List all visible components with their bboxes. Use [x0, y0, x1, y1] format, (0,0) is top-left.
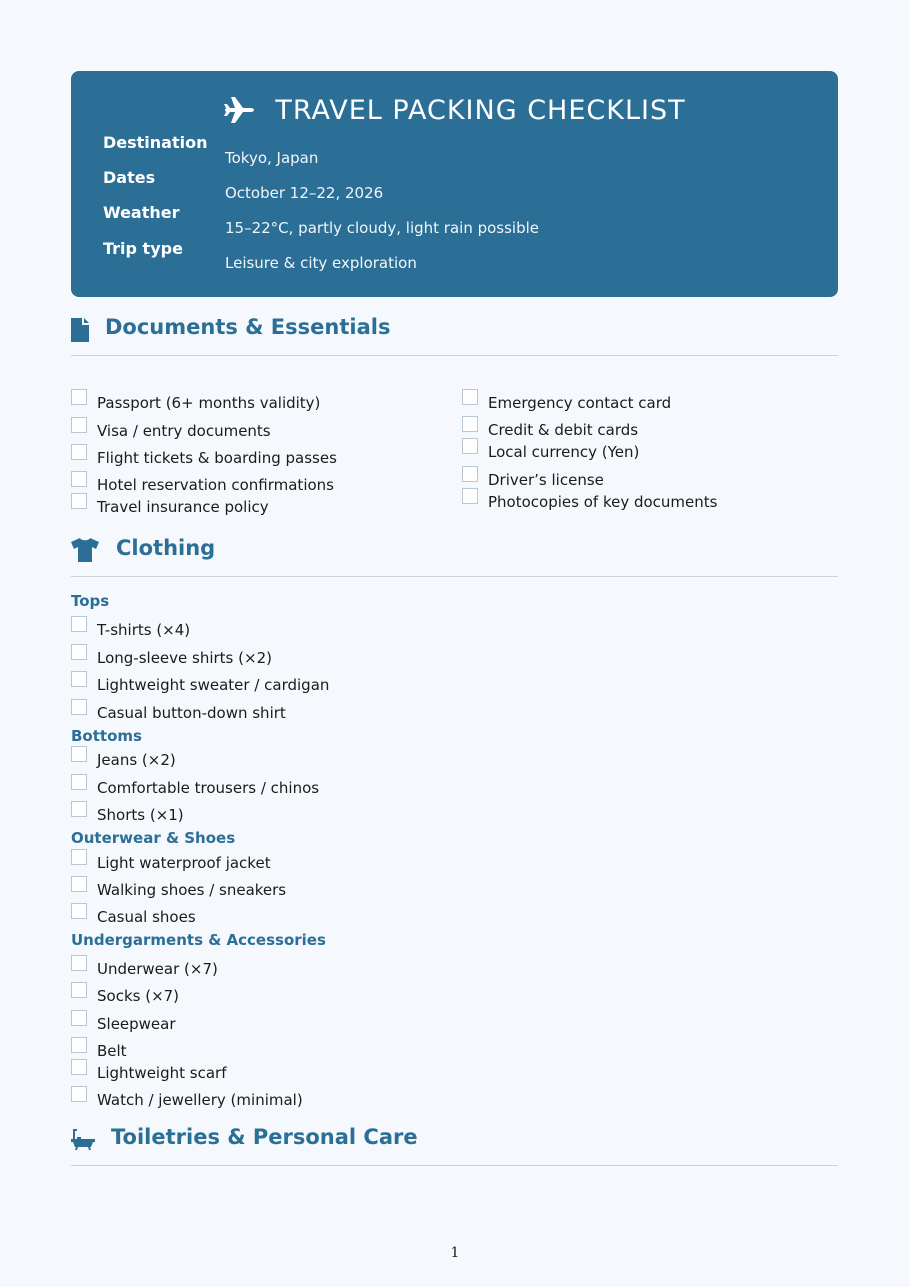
item-label: Flight tickets & boarding passes	[97, 449, 337, 467]
trip-type-value: Leisure & city exploration	[225, 254, 417, 272]
checkbox[interactable]	[462, 416, 478, 432]
checkbox[interactable]	[71, 616, 87, 632]
item-label: Comfortable trousers / chinos	[97, 779, 320, 797]
document-icon	[71, 318, 89, 342]
bathtub-icon	[71, 1127, 95, 1151]
item-label: Emergency contact card	[488, 394, 672, 412]
item-label: Driver’s license	[488, 471, 604, 489]
destination-value: Tokyo, Japan	[225, 149, 319, 167]
checkbox[interactable]	[71, 876, 87, 892]
checkbox[interactable]	[71, 801, 87, 817]
dates-value: October 12–22, 2026	[225, 184, 384, 202]
dates-label: Dates	[103, 168, 156, 187]
item-label: Credit & debit cards	[488, 421, 639, 439]
checkbox[interactable]	[71, 955, 87, 971]
checkbox[interactable]	[462, 389, 478, 405]
checkbox[interactable]	[71, 644, 87, 660]
checkbox[interactable]	[71, 699, 87, 715]
tshirt-icon	[71, 538, 99, 562]
item-label: Photocopies of key documents	[488, 493, 718, 511]
checkbox[interactable]	[462, 488, 478, 504]
title-row	[71, 93, 838, 127]
checkbox[interactable]	[71, 671, 87, 687]
trip-type-label: Trip type	[103, 239, 183, 258]
checkbox[interactable]	[71, 903, 87, 919]
section-title: Toiletries & Personal Care	[111, 1125, 418, 1149]
checkbox[interactable]	[71, 389, 87, 405]
item-label: Passport (6+ months validity)	[97, 394, 321, 412]
item-label: Casual shoes	[97, 908, 196, 926]
checkbox[interactable]	[71, 1086, 87, 1102]
destination-label: Destination	[103, 133, 208, 152]
item-label: Lightweight scarf	[97, 1064, 227, 1082]
item-label: Socks (×7)	[97, 987, 180, 1005]
section-title: Clothing	[116, 536, 216, 560]
item-label: Hotel reservation confirmations	[97, 476, 334, 494]
subheading-undergarments-accessories: Undergarments & Accessories	[71, 931, 326, 949]
item-label: Jeans (×2)	[97, 751, 176, 769]
page-number: 1	[450, 1245, 460, 1261]
checkbox[interactable]	[71, 774, 87, 790]
checkbox[interactable]	[462, 466, 478, 482]
item-label: Underwear (×7)	[97, 960, 218, 978]
subheading-tops: Tops	[71, 592, 110, 610]
weather-value: 15–22°C, partly cloudy, light rain possible	[225, 219, 540, 237]
checkbox[interactable]	[71, 493, 87, 509]
section-title: Documents & Essentials	[105, 315, 391, 339]
weather-label: Weather	[103, 203, 180, 222]
item-label: T-shirts (×4)	[97, 621, 191, 639]
checkbox[interactable]	[71, 471, 87, 487]
checkbox[interactable]	[462, 438, 478, 454]
checkbox[interactable]	[71, 849, 87, 865]
section-clothing	[71, 536, 838, 577]
checkbox[interactable]	[71, 1010, 87, 1026]
item-label: Belt	[97, 1042, 127, 1060]
item-label: Sleepwear	[97, 1015, 176, 1033]
checkbox[interactable]	[71, 1059, 87, 1075]
item-label: Walking shoes / sneakers	[97, 881, 287, 899]
subheading-outerwear-shoes: Outerwear & Shoes	[71, 829, 236, 847]
item-label: Visa / entry documents	[97, 422, 271, 440]
item-label: Lightweight sweater / cardigan	[97, 676, 330, 694]
checkbox[interactable]	[71, 444, 87, 460]
item-label: Travel insurance policy	[97, 498, 269, 516]
checkbox[interactable]	[71, 746, 87, 762]
checkbox[interactable]	[71, 417, 87, 433]
item-label: Casual button-down shirt	[97, 704, 286, 722]
checkbox[interactable]	[71, 1037, 87, 1053]
item-label: Local currency (Yen)	[488, 443, 640, 461]
section-toiletries	[71, 1125, 838, 1166]
item-label: Light waterproof jacket	[97, 854, 271, 872]
item-label: Long-sleeve shirts (×2)	[97, 649, 272, 667]
page-title: TRAVEL PACKING CHECKLIST	[275, 94, 686, 126]
checkbox[interactable]	[71, 982, 87, 998]
airplane-icon	[223, 96, 255, 124]
item-label: Watch / jewellery (minimal)	[97, 1091, 303, 1109]
item-label: Shorts (×1)	[97, 806, 184, 824]
subheading-bottoms: Bottoms	[71, 727, 142, 745]
trip-header	[71, 71, 838, 297]
section-documents	[71, 315, 838, 356]
